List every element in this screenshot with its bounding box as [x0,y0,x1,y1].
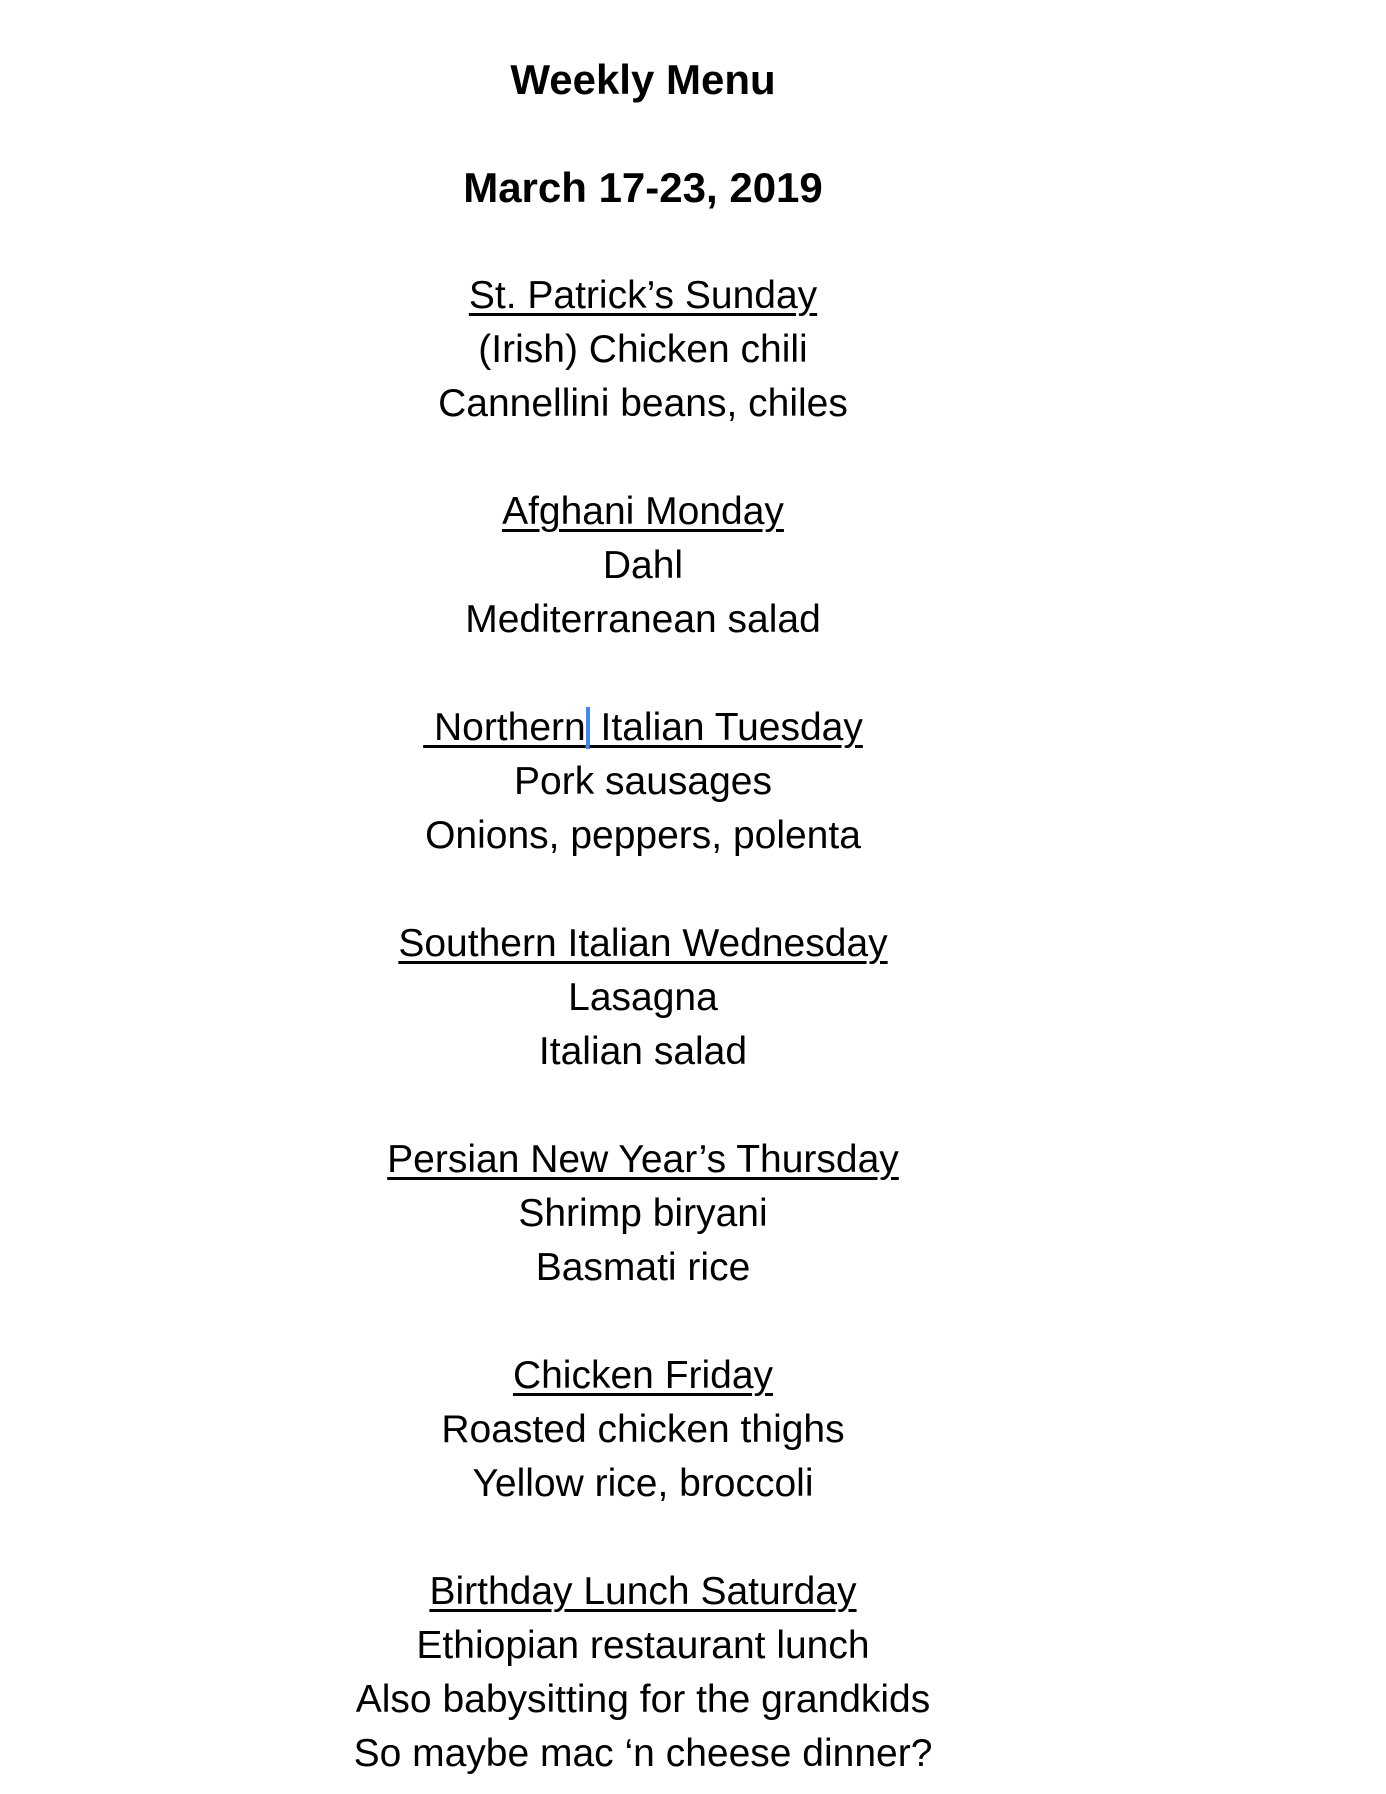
menu-item[interactable]: Shrimp biryani [518,1192,768,1235]
section-line[interactable] [0,1133,1286,1187]
section-heading-southern-italian-wednesday[interactable]: Southern Italian Wednesday [398,922,888,965]
menu-item[interactable]: Cannellini beans, chiles [438,382,848,425]
section-line[interactable] [0,269,1286,323]
section-heading-persian-new-years-thursday[interactable]: Persian New Year’s Thursday [387,1138,899,1181]
menu-item[interactable]: Italian salad [538,1030,748,1073]
menu-item[interactable]: Pork sausages [514,760,772,803]
menu-item[interactable]: Also babysitting for the grandkids [355,1678,931,1721]
section-line[interactable] [0,917,1286,971]
menu-item[interactable]: Dahl [602,544,684,587]
blank-line [0,863,1286,917]
section-heading-birthday-lunch-saturday[interactable]: Birthday Lunch Saturday [429,1570,857,1613]
menu-item[interactable]: Ethiopian restaurant lunch [416,1624,870,1667]
menu-item[interactable]: Lasagna [568,976,718,1019]
section-line[interactable] [0,485,1286,539]
section-line[interactable] [0,1565,1286,1619]
menu-title[interactable]: Weekly Menu [510,56,776,103]
section-line[interactable] [0,1349,1286,1403]
menu-item[interactable]: Basmati rice [535,1246,751,1289]
blank-line [0,1295,1286,1349]
menu-date-range[interactable]: March 17-23, 2019 [463,164,823,211]
blank-line [0,1511,1286,1565]
blank-line [0,647,1286,701]
blank-line [0,215,1286,269]
section-heading-chicken-friday[interactable]: Chicken Friday [512,1354,774,1397]
menu-item[interactable]: Yellow rice, broccoli [472,1462,814,1505]
menu-item[interactable]: (Irish) Chicken chili [478,328,808,371]
menu-item[interactable]: Mediterranean salad [465,598,821,641]
section-heading-st-patricks-sunday[interactable]: St. Patrick’s Sunday [468,274,818,317]
heading-text-after-cursor: Italian Tuesday [589,706,863,749]
menu-item[interactable]: Roasted chicken thighs [441,1408,845,1451]
blank-line [0,107,1286,161]
menu-item[interactable]: Onions, peppers, polenta [425,814,861,857]
blank-line [0,1079,1286,1133]
menu-item[interactable]: So maybe mac ‘n cheese dinner? [353,1732,933,1775]
section-heading-northern-italian-tuesday[interactable] [423,706,863,749]
blank-line [0,431,1286,485]
section-line[interactable] [0,701,1286,755]
section-heading-afghani-monday[interactable]: Afghani Monday [502,490,784,533]
heading-text-before-cursor: Northern [423,706,586,749]
